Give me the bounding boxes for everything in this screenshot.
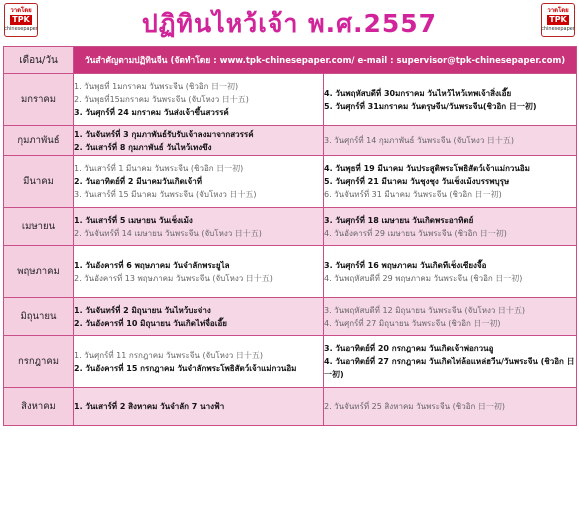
table-row (4, 336, 577, 388)
left-events-cell (74, 388, 324, 426)
event-item: 1. วันศุกร์ที่ 11 กรกฎาคม วันพระจีน (จับโหงว 日十五) (74, 350, 263, 360)
event-item: 5. วันศุกร์ที่ 21 มีนาคม วันชุงชุง วันเช็งเม้งบรรพบุรุษ (324, 177, 510, 186)
table-row (4, 156, 577, 208)
logo-text: chinesepaper (541, 26, 575, 32)
header-main: วันสำคัญตามปฏิทินจีน (จัดทำโดย : www.tpk-chinesepaper.com/ e-mail : supervisor@tpk-chinesepaper.com) (74, 47, 577, 74)
month-cell: กุมภาพันธ์ (4, 126, 74, 156)
event-item: 4. วันศุกร์ที่ 27 มิถุนายน วันพระจีน (ชิวอิก 日一初) (324, 318, 501, 328)
left-events-cell (74, 298, 324, 336)
table-row (4, 74, 577, 126)
table-row (4, 126, 577, 156)
event-item: 1. วันเสาร์ที่ 1 มีนาคม วันพระจีน (ชิวอิก 日一初) (74, 164, 244, 173)
event-item: 2. วันอังคารที่ 15 กรกฎาคม วันจำลักพระโพธิสัตว์เจ้าแม่กวนอิม (74, 363, 297, 373)
event-item: 4. วันพฤหัสบดีที่ 29 พฤษภาคม วันพระจีน (ชิวอิก 日一初) (324, 273, 523, 283)
header-month: เดือน/วัน (4, 47, 74, 74)
logo-text: chinesepaper (4, 26, 38, 32)
event-item: 3. วันพฤหัสบดีที่ 12 มิถุนายน วันพระจีน (จับโหงว 日十五) (324, 305, 526, 315)
table-body (4, 74, 577, 426)
table-row (4, 246, 577, 298)
month-cell: เมษายน (4, 208, 74, 246)
table-row (4, 298, 577, 336)
month-cell: มีนาคม (4, 156, 74, 208)
event-item: 1. วันจันทร์ที่ 3 กุมภาพันธ์รับรับเจ้าลงมาจากสวรรค์ (74, 129, 254, 139)
logo-text: TPK (549, 15, 567, 24)
header (0, 0, 579, 40)
month-cell: สิงหาคม (4, 388, 74, 426)
month-cell: พฤษภาคม (4, 246, 74, 298)
right-events-cell (324, 126, 577, 156)
event-item: 3. วันเสาร์ที่ 15 มีนาคม วันพระจีน (จับโหงว 日十五) (74, 190, 257, 199)
left-events-cell (74, 246, 324, 298)
event-item: 6. วันจันทร์ที่ 31 มีนาคม วันพระจีน (ชิวอิก 日一初) (324, 190, 502, 199)
left-events-cell (74, 156, 324, 208)
event-item: 4. วันพุธที่ 19 มีนาคม วันประสูติพระโพธิสัตว์เจ้าแม่กวนอิม (324, 164, 530, 173)
table-row (4, 388, 577, 426)
event-item: 1. วันเสาร์ที่ 2 สิงหาคม วันจำลัก 7 นางฟ้า (74, 402, 225, 411)
event-item: 3. วันศุกร์ที่ 18 เมษายน วันเกิดพระอาทิตย์ (324, 215, 474, 225)
right-events-cell (324, 388, 577, 426)
event-item: 3. วันศุกร์ที่ 24 มกราคม วันส่งเจ้าขึ้นสวรรค์ (74, 108, 229, 117)
event-item: 3. วันศุกร์ที่ 14 กุมภาพันธ์ วันพระจีน (จับโหงว 日十五) (324, 136, 514, 145)
left-events-cell (74, 126, 324, 156)
right-events-cell (324, 336, 577, 388)
event-item: 4. วันพฤหัสบดีที่ 30มกราคม วันไหว้ไหว้เทพเจ้าสิ่งเอี๊ย (324, 88, 512, 98)
month-cell: มกราคม (4, 74, 74, 126)
month-cell: กรกฎาคม (4, 336, 74, 388)
logo-right (541, 3, 575, 37)
event-item: 3. วันศุกร์ที่ 16 พฤษภาคม วันเกิดทีเช็งเซียงจื๊อ (324, 260, 487, 270)
page-title: ปฏิทินไหว้เจ้า พ.ศ.2557 (141, 9, 438, 38)
event-item: 1. วันเสาร์ที่ 5 เมษายน วันเช็งเม้ง (74, 215, 193, 225)
table-header-row (4, 47, 577, 74)
event-item: 1. วันอังคารที่ 6 พฤษภาคม วันจำลักพระยูไล (74, 260, 230, 270)
event-item: 4. วันอาทิตย์ที่ 27 กรกฎาคม วันเกิดไท่ล้อแหล่ฮวีน/วันพระจีน (ชิวอิก 日一初) (324, 357, 575, 379)
event-item: 5. วันศุกร์ที่ 31มกราคม วันตรุษจีน/วันพระจีน(ชิวอิก 日一初) (324, 101, 537, 111)
event-item: 2. วันพุธที่15มกราคม วันพระจีน (จับโหงว 日十五) (74, 95, 249, 104)
event-item: 2. วันอังคารที่ 13 พฤษภาคม วันพระจีน (จับโหงว 日十五) (74, 273, 273, 283)
logo-text: วาดโดย (547, 7, 569, 14)
event-item: 2. วันจันทร์ที่ 14 เมษายน วันพระจีน (จับโหงว 日十五) (74, 228, 262, 238)
right-events-cell (324, 246, 577, 298)
logo-text: วาดโดย (10, 7, 32, 14)
table-row (4, 208, 577, 246)
right-events-cell (324, 156, 577, 208)
calendar-table (3, 46, 577, 426)
event-item: 2. วันอาทิตย์ที่ 2 มีนาคมวันเกิดเจ้าที่ (74, 177, 202, 186)
event-item: 1. วันพุธที่ 1มกราคม วันพระจีน (ชิวอิก 日一初) (74, 82, 239, 91)
left-events-cell (74, 74, 324, 126)
event-item: 2. วันเสาร์ที่ 8 กุมภาพันธ์ วันไหว้เทงขึง (74, 142, 212, 152)
event-item: 1. วันจันทร์ที่ 2 มิถุนายน วันไหว้บะจ่าง (74, 305, 211, 315)
month-cell: มิถุนายน (4, 298, 74, 336)
left-events-cell (74, 336, 324, 388)
event-item: 2. วันจันทร์ที่ 25 สิงหาคม วันพระจีน (ชิวอิก 日一初) (324, 402, 506, 411)
event-item: 3. วันอาทิตย์ที่ 20 กรกฎาคม วันเกิดเจ้าพ่อกวนอู (324, 344, 494, 353)
left-events-cell (74, 208, 324, 246)
event-item: 4. วันอังคารที่ 29 เมษายน วันพระจีน (ชิวอิก 日一初) (324, 228, 507, 238)
right-events-cell (324, 208, 577, 246)
event-item: 2. วันอังคารที่ 10 มิถุนายน วันเกิดไท่จื่อเอี๊ย (74, 318, 227, 328)
logo-text: TPK (12, 15, 30, 24)
right-events-cell (324, 74, 577, 126)
right-events-cell (324, 298, 577, 336)
